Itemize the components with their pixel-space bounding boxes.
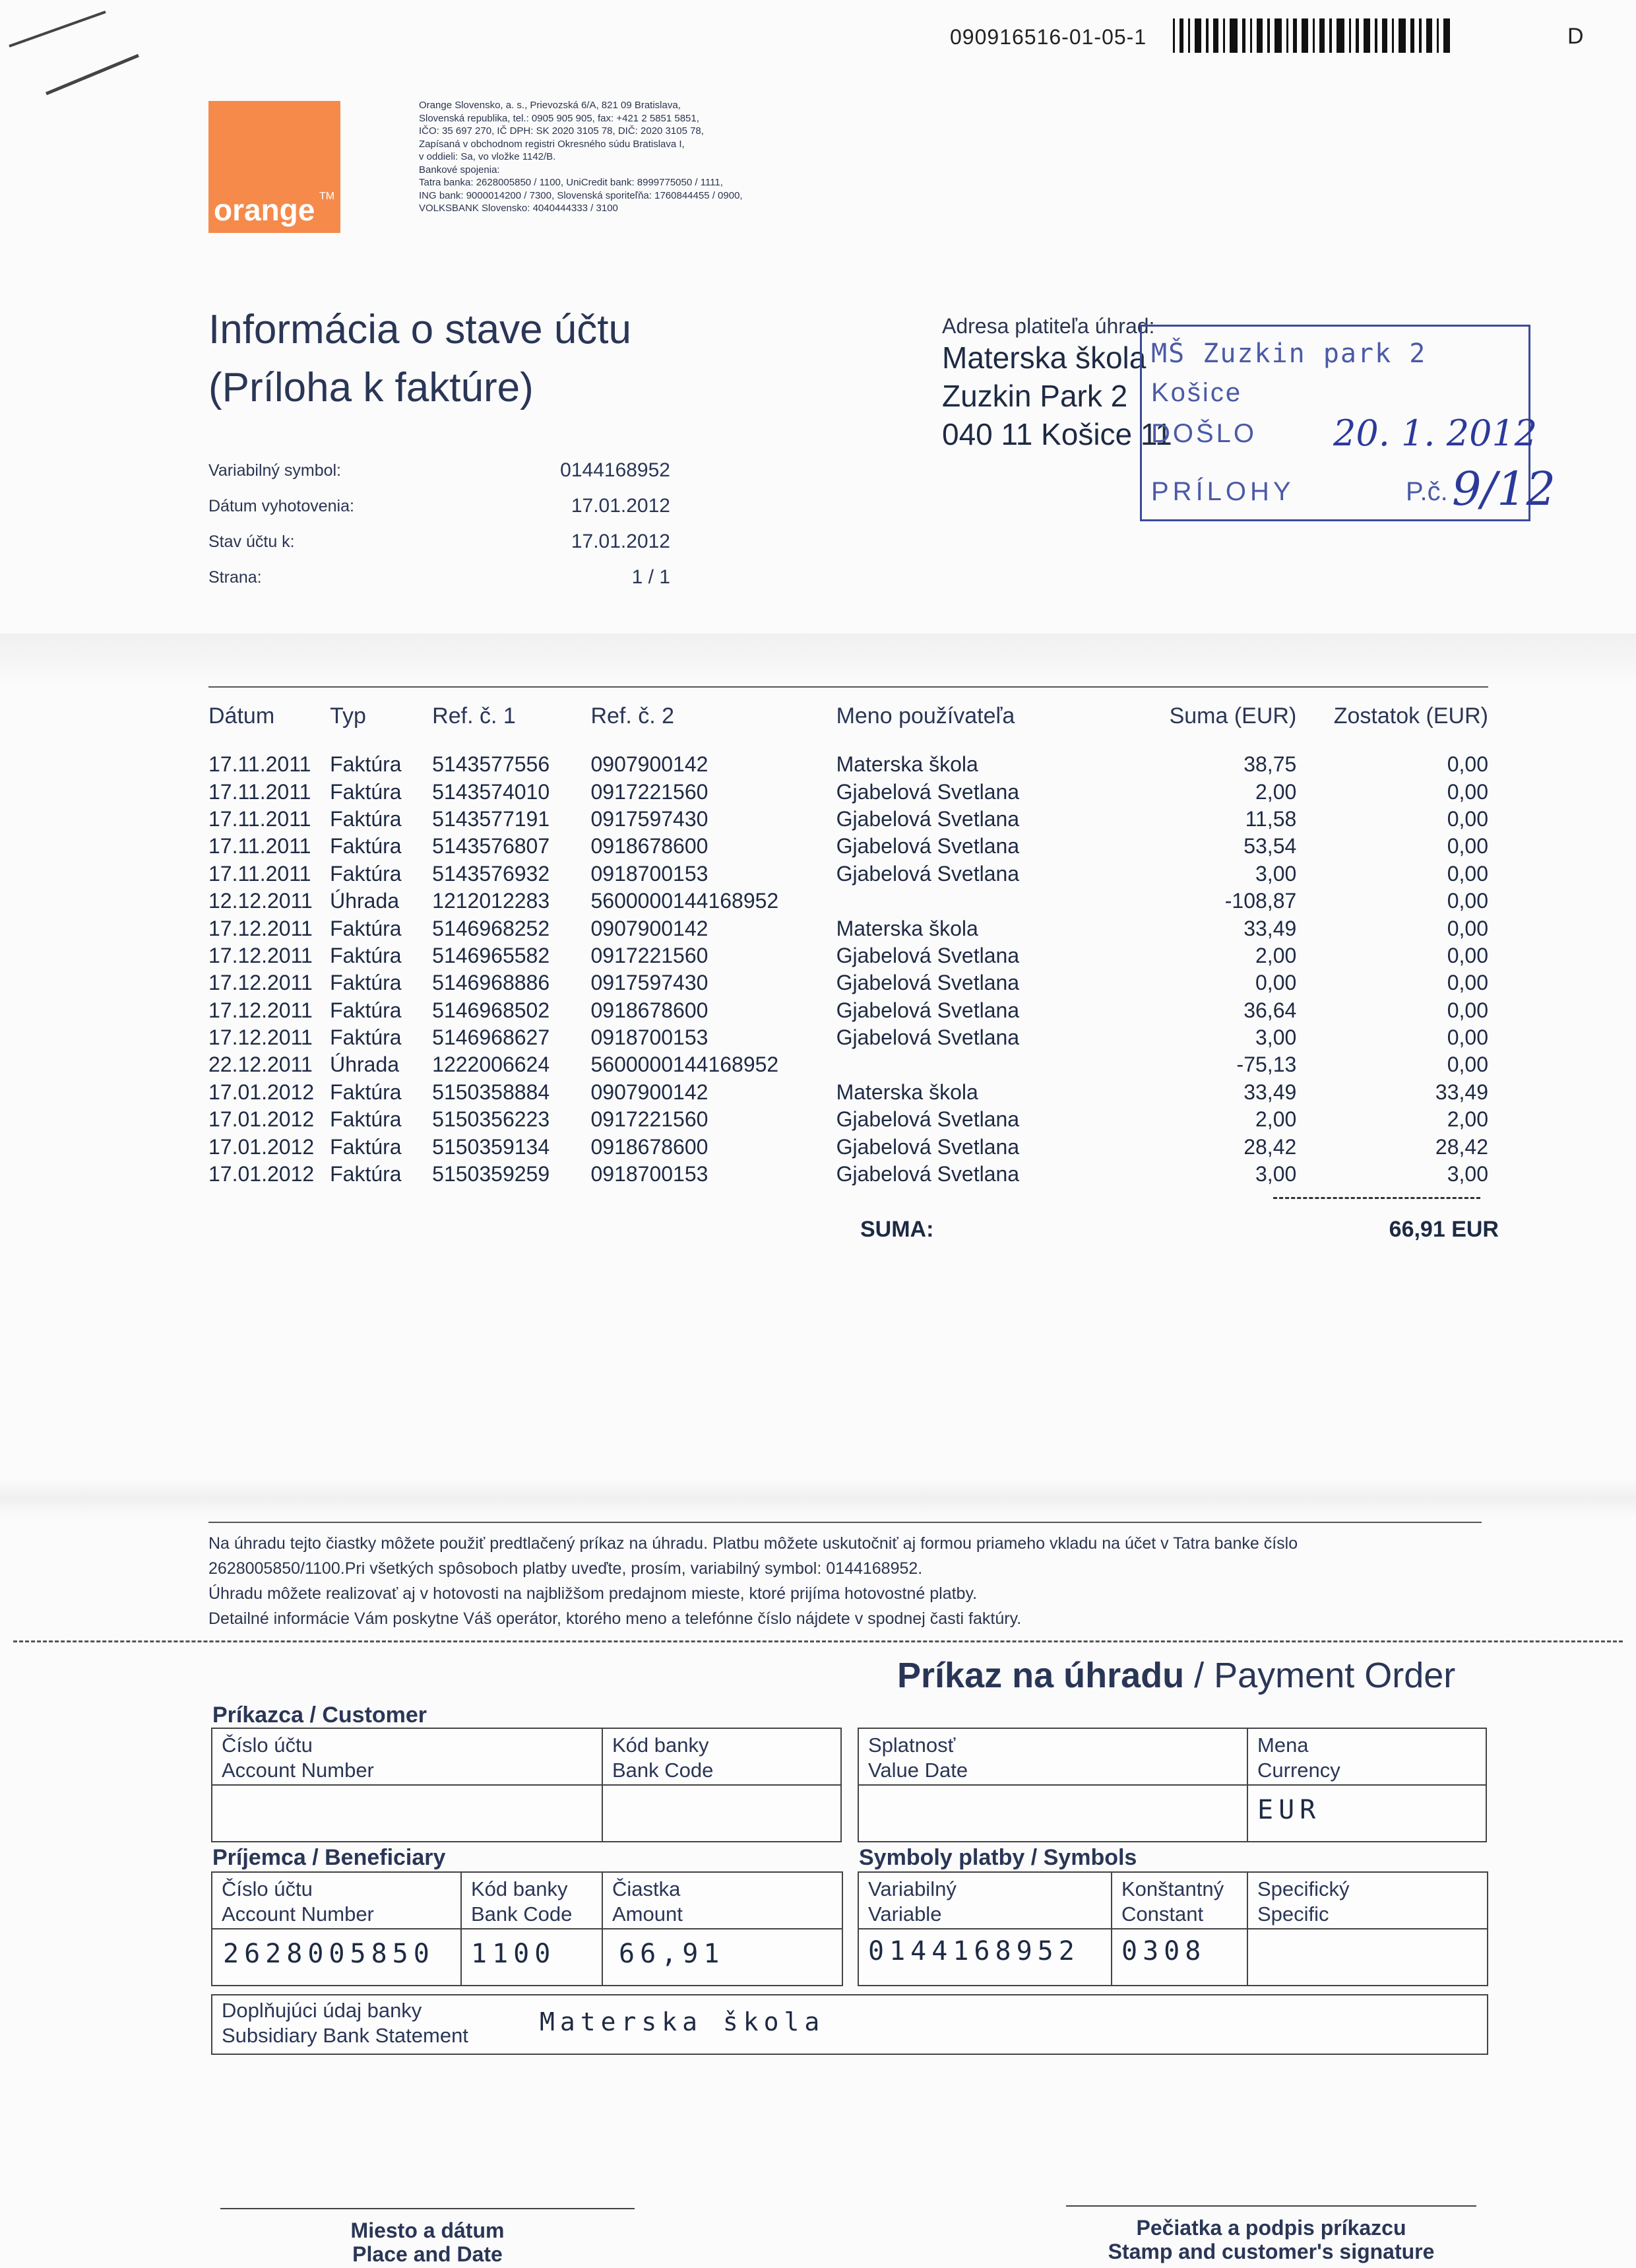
handwritten-number: 9/12	[1452, 462, 1556, 516]
value-date-box	[858, 1728, 1487, 1842]
table-cell: 0,00	[1255, 971, 1297, 995]
label-sk: Čiastka	[612, 1877, 681, 1900]
company-line: Orange Slovensko, a. s., Prievozská 6/A, 821 09 Bratislava,	[419, 100, 681, 111]
label-en: Place and Date	[352, 2242, 503, 2266]
barcode-bar	[1188, 18, 1190, 53]
table-cell: 5143574010	[432, 779, 550, 804]
table-cell: 0,00	[1447, 998, 1488, 1022]
pen-scribble-mark	[7, 7, 145, 106]
symbols-heading: Symboly platby / Symbols	[859, 1845, 1137, 1870]
table-cell: 17.01.2012	[208, 1134, 315, 1159]
barcode-bar	[1375, 18, 1377, 53]
table-cell: 0917221560	[590, 779, 708, 804]
orange-logo	[208, 101, 340, 233]
label-sk: Variabilný	[868, 1877, 957, 1900]
constant-label	[1121, 1877, 1224, 1927]
statement-meta	[208, 453, 670, 595]
table-cell: Faktúra	[330, 916, 402, 940]
table-cell: 0907900142	[590, 916, 708, 940]
signature-line	[1066, 2205, 1476, 2207]
label-en: Amount	[612, 1902, 683, 1926]
table-cell: 17.01.2012	[208, 1162, 315, 1186]
label-en: Specific	[1257, 1902, 1329, 1926]
table-row	[208, 888, 1488, 915]
document-title	[208, 301, 631, 417]
col-header: Suma (EUR)	[1169, 703, 1297, 729]
meta-label: Strana:	[208, 567, 262, 587]
subsidiary-label	[222, 1998, 468, 2048]
company-line: v oddieli: Sa, vo vložke 1142/B.	[419, 151, 556, 162]
table-cell: 0907900142	[590, 1080, 708, 1104]
table-cell: 3,00	[1255, 861, 1297, 886]
address-line: Zuzkin Park 2	[942, 379, 1128, 413]
logo-tm: TM	[319, 191, 335, 202]
table-row	[208, 1024, 1488, 1051]
table-cell: 0917597430	[590, 806, 708, 831]
table-cell: 5146965582	[432, 943, 550, 967]
barcode-bar	[1195, 18, 1201, 53]
table-cell: Faktúra	[330, 752, 402, 777]
table-row	[208, 915, 1488, 942]
bank-label	[612, 1733, 713, 1783]
address-label: Adresa platiteľa úhrad:	[942, 314, 1155, 338]
table-cell: 0907900142	[590, 752, 708, 777]
barcode-bar	[1392, 18, 1394, 53]
company-line: VOLKSBANK Slovensko: 4040444333 / 3100	[419, 203, 618, 214]
label-sk: Splatnosť	[868, 1733, 956, 1757]
table-cell: 0918700153	[590, 861, 708, 886]
table-cell: 0,00	[1447, 916, 1488, 940]
table-cell: 0,00	[1447, 861, 1488, 886]
table-cell: 5143577556	[432, 752, 550, 777]
divider	[212, 1928, 842, 1929]
account-label	[222, 1733, 374, 1783]
title-line-1: Informácia o stave účtu	[208, 307, 631, 352]
beneficiary-bank-value: 1100	[471, 1939, 556, 1969]
table-cell: 0,00	[1447, 1025, 1488, 1050]
table-cell: Faktúra	[330, 1162, 402, 1186]
table-cell: Faktúra	[330, 1080, 402, 1104]
table-cell: Gjabelová Svetlana	[836, 943, 1020, 967]
currency-label	[1257, 1733, 1340, 1783]
table-cell: 5143577191	[432, 806, 550, 831]
table-row	[208, 806, 1488, 833]
table-cell: Faktúra	[330, 1134, 402, 1159]
table-cell: 28,42	[1243, 1134, 1297, 1159]
company-line: ING bank: 9000014200 / 7300, Slovenská sporiteľňa: 1760844455 / 0900,	[419, 189, 743, 201]
sum-value: 66,91 EUR	[1389, 1217, 1499, 1242]
meta-label: Dátum vyhotovenia:	[208, 496, 354, 515]
meta-value: 0144168952	[560, 459, 670, 481]
barcode-bar	[1206, 18, 1209, 53]
barcode-bar	[1293, 18, 1297, 53]
divider	[859, 1784, 1486, 1786]
table-cell: 17.12.2011	[208, 998, 313, 1022]
table-cell: 5600000144168952	[590, 889, 779, 913]
table-row	[208, 1133, 1488, 1160]
table-cell: Faktúra	[330, 834, 402, 859]
table-cell: Materska škola	[836, 1080, 978, 1104]
account-label	[222, 1877, 374, 1927]
table-cell: 11,58	[1245, 806, 1297, 831]
label-sk: Kód banky	[471, 1877, 568, 1900]
meta-value: 1 / 1	[631, 566, 670, 588]
table-cell: 5146968502	[432, 998, 550, 1022]
handwritten-date: 20. 1. 2012	[1333, 412, 1538, 454]
meta-value: 17.01.2012	[571, 531, 670, 552]
table-cell: 0,00	[1447, 779, 1488, 804]
note-line: Úhradu môžete realizovať aj v hotovosti na najbližšom predajnom mieste, ktoré prijíma hotovostné platby.	[208, 1584, 978, 1603]
col-header: Meno používateľa	[836, 703, 1015, 729]
payer-address	[942, 314, 1172, 453]
table-cell: 17.12.2011	[208, 916, 313, 940]
table-cell: 0,00	[1447, 834, 1488, 859]
table-cell: Gjabelová Svetlana	[836, 1162, 1020, 1186]
note-line: Detailné informácie Vám poskytne Váš operátor, ktorého meno a telefónne číslo nájdete v spodnej časti faktúry.	[208, 1609, 1022, 1628]
barcode-bar	[1223, 18, 1225, 53]
table-cell: 5146968886	[432, 971, 550, 995]
barcode-bar	[1173, 18, 1175, 53]
table-cell: 0918678600	[590, 998, 708, 1022]
company-line: Bankové spojenia:	[419, 164, 500, 176]
table-cell: 17.11.2011	[208, 806, 311, 831]
table-cell: Materska škola	[836, 752, 978, 777]
table-cell: 3,00	[1255, 1162, 1297, 1186]
table-cell: 17.01.2012	[208, 1080, 315, 1104]
table-cell: 0,00	[1447, 1053, 1488, 1077]
payment-note	[208, 1522, 1482, 1631]
table-cell: 0917221560	[590, 1107, 708, 1132]
document-id: 090916516-01-05-1	[950, 25, 1147, 49]
barcode-bar	[1399, 18, 1406, 53]
table-cell: 5150358884	[432, 1080, 550, 1104]
note-line: 2628005850/1100.Pri všetkých spôsoboch platby uveďte, prosím, variabilný symbol: 0144168952.	[208, 1559, 923, 1578]
constant-value: 0308	[1121, 1936, 1207, 1966]
amount-label	[612, 1877, 683, 1927]
table-row	[208, 833, 1488, 860]
table-cell: -108,87	[1224, 889, 1297, 913]
table-cell: Faktúra	[330, 861, 402, 886]
table-cell: 17.11.2011	[208, 861, 311, 886]
subsidiary-value: Materska škola	[540, 2007, 825, 2036]
barcode-bar	[1230, 18, 1238, 53]
address-line: Materska škola	[942, 340, 1147, 375]
table-cell: Faktúra	[330, 943, 402, 967]
table-cell: Faktúra	[330, 806, 402, 831]
barcode-bar	[1250, 18, 1252, 53]
table-cell: 2,00	[1447, 1107, 1488, 1132]
table-row	[208, 1051, 1488, 1078]
table-cell: 36,64	[1243, 998, 1297, 1022]
barcode-bar	[1329, 18, 1332, 53]
sum-label: SUMA:	[860, 1217, 934, 1242]
sum-dashed-rule	[1273, 1197, 1480, 1199]
table-cell: 0917221560	[590, 943, 708, 967]
meta-row	[208, 488, 670, 524]
table-cell: Gjabelová Svetlana	[836, 971, 1020, 995]
table-cell: 5146968252	[432, 916, 550, 940]
label-en: Bank Code	[612, 1759, 714, 1782]
beneficiary-heading: Príjemca / Beneficiary	[212, 1845, 446, 1870]
table-cell: 17.12.2011	[208, 1025, 313, 1050]
label-sk: Miesto a dátum	[350, 2219, 505, 2242]
barcode-bar	[1286, 18, 1288, 53]
variable-label	[868, 1877, 957, 1927]
stamp-line-2: Košice	[1151, 378, 1243, 407]
label-sk: Číslo účtu	[222, 1877, 313, 1900]
table-cell: 17.12.2011	[208, 971, 313, 995]
col-header: Typ	[330, 703, 366, 729]
label-en: Variable	[868, 1902, 942, 1926]
customer-box	[211, 1728, 842, 1842]
place-date-label	[220, 2219, 635, 2266]
table-cell: 0918678600	[590, 1134, 708, 1159]
barcode-bar	[1180, 18, 1183, 53]
barcode-bar	[1419, 18, 1422, 53]
table-cell: 0,00	[1447, 889, 1488, 913]
meta-label: Variabilný symbol:	[208, 461, 342, 480]
table-row	[208, 1106, 1488, 1133]
table-cell: 5146968627	[432, 1025, 550, 1050]
barcode-bar	[1382, 18, 1387, 53]
label-en: Currency	[1257, 1759, 1340, 1782]
stamp-line-5: P.č.	[1406, 477, 1448, 506]
table-cell: Gjabelová Svetlana	[836, 834, 1020, 859]
col-header: Ref. č. 1	[432, 703, 516, 729]
table-cell: 2,00	[1255, 943, 1297, 967]
barcode-bar	[1213, 18, 1218, 53]
table-cell: 33,49	[1435, 1080, 1488, 1104]
meta-row	[208, 560, 670, 595]
customer-heading: Príkazca / Customer	[212, 1702, 427, 1728]
cut-line	[13, 1640, 1623, 1642]
table-cell: Úhrada	[330, 1053, 400, 1077]
table-row	[208, 1079, 1488, 1106]
table-cell: Faktúra	[330, 1107, 402, 1132]
table-cell: 0,00	[1447, 806, 1488, 831]
table-row	[208, 751, 1488, 778]
table-row	[208, 778, 1488, 805]
table-cell: 0,00	[1447, 971, 1488, 995]
stamp-line-1: MŠ Zuzkin park 2	[1151, 339, 1427, 369]
table-row	[208, 997, 1488, 1024]
fold-shadow	[0, 633, 1636, 686]
table-cell: 3,00	[1447, 1162, 1488, 1186]
table-cell: 17.11.2011	[208, 779, 311, 804]
barcode-bar	[1319, 18, 1325, 53]
label-sk: Specifický	[1257, 1877, 1350, 1900]
table-cell: 33,49	[1243, 1080, 1297, 1104]
company-line: Zapísaná v obchodnom registri Okresného súdu Bratislava I,	[419, 138, 685, 150]
barcode-bar	[1437, 18, 1439, 53]
table-cell: Gjabelová Svetlana	[836, 806, 1020, 831]
label-en: Subsidiary Bank Statement	[222, 2024, 468, 2047]
title-rest: / Payment Order	[1184, 1656, 1456, 1695]
table-cell: 0918700153	[590, 1162, 708, 1186]
label-sk: Mena	[1257, 1733, 1309, 1757]
table-row	[208, 860, 1488, 888]
table-cell: 5150359259	[432, 1162, 550, 1186]
beneficiary-account-value: 2628005850	[223, 1939, 435, 1969]
barcode-bar	[1349, 18, 1351, 53]
note-line: Na úhradu tejto čiastky môžete použiť predtlačený príkaz na úhradu. Platbu môžete uskutočniť aj formou priameho vkladu na účet v Tatra banke číslo	[208, 1534, 1298, 1553]
label-sk: Konštantný	[1121, 1877, 1224, 1900]
stamp-line-4: PRÍLOHY	[1151, 477, 1295, 506]
table-cell: 5143576807	[432, 834, 550, 859]
symbols-box	[858, 1871, 1488, 1986]
place-date-line	[220, 2208, 635, 2209]
meta-label: Stav účtu k:	[208, 532, 295, 551]
divider	[212, 1784, 840, 1786]
label-sk: Doplňujúci údaj banky	[222, 1999, 422, 2022]
company-line: Slovenská republika, tel.: 0905 905 905, fax: +421 2 5851 5851,	[419, 112, 699, 124]
table-cell: 2,00	[1255, 1107, 1297, 1132]
table-cell: 17.11.2011	[208, 752, 311, 777]
table-header	[208, 688, 1488, 744]
address-line: 040 11 Košice 11	[942, 417, 1172, 451]
table-cell: Faktúra	[330, 971, 402, 995]
table-row	[208, 942, 1488, 969]
table-cell: Úhrada	[330, 889, 400, 913]
table-cell: 12.12.2011	[208, 889, 313, 913]
label-en: Constant	[1121, 1902, 1204, 1926]
table-cell: Faktúra	[330, 1025, 402, 1050]
beneficiary-box	[211, 1871, 843, 1986]
table-cell: Gjabelová Svetlana	[836, 998, 1020, 1022]
table-cell: 0,00	[1447, 943, 1488, 967]
label-sk: Číslo účtu	[222, 1733, 313, 1757]
label-en: Account Number	[222, 1902, 374, 1926]
label-en: Account Number	[222, 1759, 374, 1782]
table-cell: 3,00	[1255, 1025, 1297, 1050]
table-cell: 17.01.2012	[208, 1107, 315, 1132]
table-cell: 17.11.2011	[208, 834, 311, 859]
table-cell: 0,00	[1447, 752, 1488, 777]
label-en: Value Date	[868, 1759, 968, 1782]
table-cell: 0917597430	[590, 971, 708, 995]
table-cell: 38,75	[1243, 752, 1297, 777]
currency-value: EUR	[1257, 1795, 1321, 1825]
company-info	[419, 99, 867, 215]
table-cell: 5600000144168952	[590, 1053, 779, 1077]
fold-shadow-2	[0, 1478, 1636, 1518]
label-en: Stamp and customer's signature	[1108, 2240, 1435, 2263]
title-line-2: (Príloha k faktúre)	[208, 365, 534, 410]
barcode-bar	[1443, 18, 1450, 53]
logo-word: orange	[214, 193, 315, 227]
received-stamp	[1140, 325, 1556, 521]
table-cell: 33,49	[1243, 916, 1297, 940]
company-line: Tatra banka: 2628005850 / 1100, UniCredit bank: 8999775050 / 1111,	[419, 177, 723, 188]
transactions-table	[208, 686, 1488, 1188]
signature-label	[1066, 2216, 1476, 2263]
barcode-bar	[1257, 18, 1263, 53]
table-cell: 0918678600	[590, 834, 708, 859]
table-cell: Gjabelová Svetlana	[836, 1107, 1020, 1132]
stamp-line-3: DOŠLO	[1151, 419, 1257, 448]
specific-label	[1257, 1877, 1350, 1927]
table-cell: 17.12.2011	[208, 943, 313, 967]
table-cell: 0918700153	[590, 1025, 708, 1050]
company-line: IČO: 35 697 270, IČ DPH: SK 2020 3105 78, DIČ: 2020 3105 78,	[419, 125, 704, 137]
payment-order-title	[897, 1655, 1455, 1696]
table-row	[208, 1161, 1488, 1188]
barcode-bar	[1364, 18, 1370, 53]
barcode-bar	[1302, 18, 1308, 53]
table-cell: Gjabelová Svetlana	[836, 861, 1020, 886]
table-cell: 53,54	[1243, 834, 1297, 859]
table-cell: 2,00	[1255, 779, 1297, 804]
table-body	[208, 744, 1488, 1188]
barcode-bar	[1242, 18, 1245, 53]
table-cell: -75,13	[1236, 1053, 1297, 1077]
meta-value: 17.01.2012	[571, 495, 670, 517]
table-row	[208, 969, 1488, 996]
table-cell: 1212012283	[432, 889, 550, 913]
label-sk: Pečiatka a podpis príkazcu	[1136, 2216, 1406, 2240]
label-sk: Kód banky	[612, 1733, 709, 1757]
table-cell: 22.12.2011	[208, 1053, 313, 1077]
barcode-bar	[1356, 18, 1359, 53]
amount-value: 66,91	[619, 1939, 725, 1969]
value-date-label	[868, 1733, 968, 1783]
barcode-bar	[1313, 18, 1315, 53]
barcode-bar	[1426, 18, 1432, 53]
handwriting-icon	[1142, 327, 1556, 519]
barcode-bar	[1337, 18, 1344, 53]
label-en: Bank Code	[471, 1902, 573, 1926]
table-cell: 1222006624	[432, 1053, 550, 1077]
title-bold: Príkaz na úhradu	[897, 1656, 1185, 1695]
corner-letter: D	[1567, 24, 1584, 49]
meta-row	[208, 453, 670, 488]
barcode	[1173, 18, 1521, 53]
table-cell: 28,42	[1435, 1134, 1488, 1159]
barcode-bar	[1410, 18, 1414, 53]
divider	[859, 1928, 1487, 1929]
variable-value: 0144168952	[868, 1936, 1080, 1966]
table-cell: Materska škola	[836, 916, 978, 940]
barcode-bar	[1267, 18, 1270, 53]
table-cell: Faktúra	[330, 998, 402, 1022]
col-header: Dátum	[208, 703, 275, 729]
table-cell: 5150356223	[432, 1107, 550, 1132]
table-cell: Gjabelová Svetlana	[836, 1134, 1020, 1159]
bank-label	[471, 1877, 572, 1927]
barcode-bar	[1274, 18, 1282, 53]
col-header: Ref. č. 2	[590, 703, 675, 729]
table-cell: Faktúra	[330, 779, 402, 804]
col-header: Zostatok (EUR)	[1333, 703, 1488, 729]
subsidiary-box	[211, 1994, 1488, 2055]
table-cell: Gjabelová Svetlana	[836, 1025, 1020, 1050]
table-cell: Gjabelová Svetlana	[836, 779, 1020, 804]
meta-row	[208, 524, 670, 560]
table-cell: 5143576932	[432, 861, 550, 886]
table-cell: 5150359134	[432, 1134, 550, 1159]
